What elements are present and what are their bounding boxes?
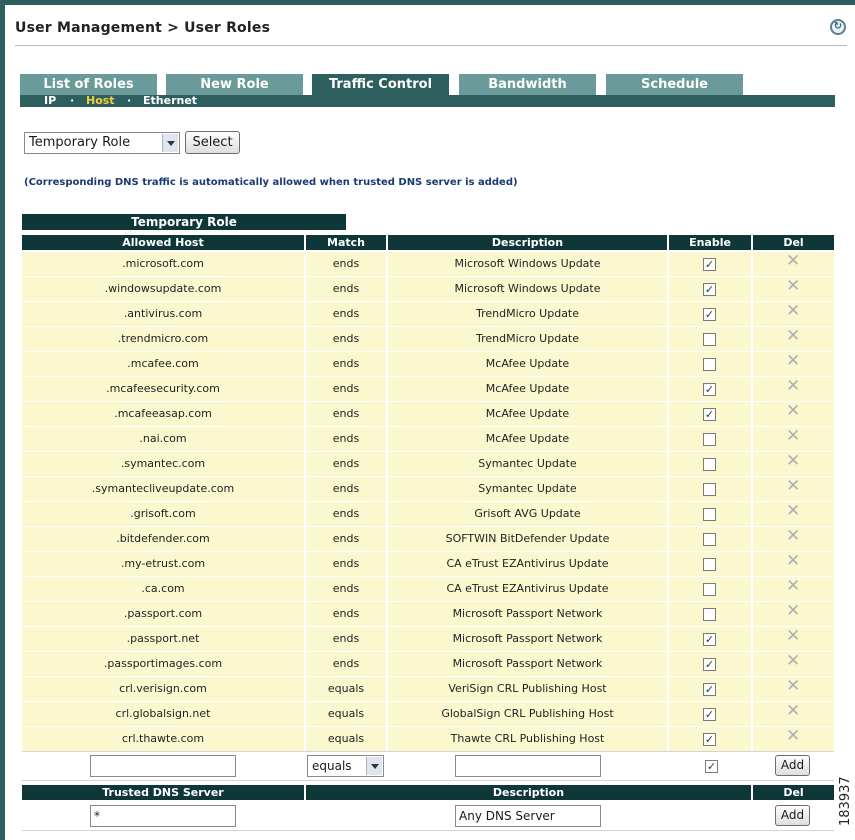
cell-allowed-host: .symantec.com	[22, 452, 304, 476]
enable-checkbox[interactable]	[703, 583, 716, 596]
table-row	[22, 702, 834, 726]
delete-icon[interactable]: ✕	[786, 626, 801, 646]
cell-description: Symantec Update	[388, 452, 667, 476]
table-row	[22, 477, 834, 501]
cell-del	[753, 627, 834, 651]
cell-description: Symantec Update	[388, 477, 667, 501]
table-row	[22, 352, 834, 376]
cell-del	[753, 352, 834, 376]
cell-enable	[669, 627, 751, 651]
enable-checkbox[interactable]: ✓	[704, 383, 715, 396]
enable-checkbox[interactable]: ✓	[704, 683, 715, 696]
cell-enable	[669, 577, 751, 601]
cell-enable	[669, 552, 751, 576]
cell-del	[753, 602, 834, 626]
enable-checkbox[interactable]	[703, 358, 716, 371]
cell-description: Microsoft Windows Update	[388, 252, 667, 276]
cell-enable	[669, 252, 751, 276]
cell-match: ends	[306, 377, 386, 401]
delete-icon[interactable]: ✕	[786, 351, 801, 371]
delete-icon[interactable]: ✕	[786, 326, 801, 346]
table-row	[22, 552, 834, 576]
section-title: Temporary Role	[22, 214, 346, 230]
enable-checkbox[interactable]	[703, 508, 716, 521]
add-dns-button[interactable]: Add	[775, 805, 810, 826]
enable-checkbox[interactable]	[703, 558, 716, 571]
delete-icon[interactable]: ✕	[786, 601, 801, 621]
cell-description: McAfee Update	[388, 377, 667, 401]
cell-enable	[669, 277, 751, 301]
table-row	[22, 527, 834, 551]
cell-description: TrendMicro Update	[388, 327, 667, 351]
delete-icon[interactable]: ✕	[786, 476, 801, 496]
table-row	[22, 577, 834, 601]
delete-icon[interactable]: ✕	[786, 276, 801, 296]
table-row	[22, 402, 834, 426]
cell-del	[753, 727, 834, 751]
col-header-allowed-host: Allowed Host	[22, 235, 304, 250]
cell-match: ends	[306, 477, 386, 501]
cell-description: Microsoft Passport Network	[388, 602, 667, 626]
cell-enable	[669, 727, 751, 751]
cell-enable	[669, 677, 751, 701]
cell-del	[753, 652, 834, 676]
cell-enable	[669, 527, 751, 551]
role-dropdown-value: Temporary Role	[29, 135, 131, 150]
cell-match: ends	[306, 502, 386, 526]
cell-enable	[669, 602, 751, 626]
subnav-host[interactable]: Host	[86, 94, 115, 107]
cell-match: ends	[306, 302, 386, 326]
sub-navigation	[20, 95, 835, 107]
subnav-ethernet[interactable]: Ethernet	[143, 94, 198, 107]
delete-icon[interactable]: ✕	[786, 526, 801, 546]
tab-schedule[interactable]: Schedule	[606, 74, 743, 95]
cell-description: Thawte CRL Publishing Host	[388, 727, 667, 751]
chevron-down-icon	[366, 757, 382, 775]
cell-enable	[669, 427, 751, 451]
cell-match: ends	[306, 252, 386, 276]
new-description-input[interactable]	[455, 755, 601, 777]
cell-del	[753, 277, 834, 301]
cell-allowed-host: .grisoft.com	[22, 502, 304, 526]
cell-enable	[669, 502, 751, 526]
cell-allowed-host: crl.globalsign.net	[22, 702, 304, 726]
cell-allowed-host: .passportimages.com	[22, 652, 304, 676]
cell-allowed-host: .microsoft.com	[22, 252, 304, 276]
cell-allowed-host: .nai.com	[22, 427, 304, 451]
figure-id: 183937	[838, 776, 853, 826]
col-header-del: Del	[753, 235, 834, 250]
cell-description: SOFTWIN BitDefender Update	[388, 527, 667, 551]
cell-allowed-host: .ca.com	[22, 577, 304, 601]
cell-del	[753, 702, 834, 726]
subnav-ip[interactable]: IP	[44, 94, 57, 107]
table-row	[22, 302, 834, 326]
cell-match: ends	[306, 427, 386, 451]
enable-checkbox[interactable]: ✓	[704, 733, 715, 746]
table-row	[22, 277, 834, 301]
delete-icon[interactable]: ✕	[786, 251, 801, 271]
cell-del	[753, 452, 834, 476]
cell-del	[753, 502, 834, 526]
cell-enable	[669, 402, 751, 426]
col-header-dns-del: Del	[753, 785, 834, 800]
cell-del	[753, 377, 834, 401]
delete-icon[interactable]: ✕	[786, 576, 801, 596]
cell-allowed-host: .windowsupdate.com	[22, 277, 304, 301]
cell-enable	[669, 702, 751, 726]
table-row	[22, 627, 834, 651]
select-role-button[interactable]: Select	[185, 131, 240, 154]
dns-note: (Corresponding DNS traffic is automatically allowed when trusted DNS server is added)	[24, 177, 518, 188]
help-icon[interactable]: ↻	[830, 19, 846, 35]
enable-checkbox[interactable]	[703, 608, 716, 621]
cell-allowed-host: .my-etrust.com	[22, 552, 304, 576]
cell-match: ends	[306, 577, 386, 601]
table-row	[22, 727, 834, 751]
cell-description: Microsoft Windows Update	[388, 277, 667, 301]
cell-enable	[669, 327, 751, 351]
cell-match: ends	[306, 352, 386, 376]
enable-checkbox[interactable]: ✓	[704, 658, 715, 671]
role-dropdown[interactable]	[24, 132, 180, 154]
cell-allowed-host: .symantecliveupdate.com	[22, 477, 304, 501]
enable-checkbox[interactable]	[703, 533, 716, 546]
cell-allowed-host: .trendmicro.com	[22, 327, 304, 351]
cell-description: McAfee Update	[388, 427, 667, 451]
table-row	[22, 327, 834, 351]
enable-checkbox[interactable]: ✓	[704, 308, 715, 321]
delete-icon[interactable]: ✕	[786, 651, 801, 671]
cell-description: GlobalSign CRL Publishing Host	[388, 702, 667, 726]
cell-match: ends	[306, 652, 386, 676]
col-header-match: Match	[306, 235, 386, 250]
delete-icon[interactable]: ✕	[786, 301, 801, 321]
cell-del	[753, 577, 834, 601]
enable-checkbox[interactable]	[703, 433, 716, 446]
cell-del	[753, 252, 834, 276]
dns-server-input[interactable]: *	[90, 805, 236, 827]
cell-del	[753, 527, 834, 551]
col-header-description: Description	[388, 235, 667, 250]
cell-allowed-host: .passport.net	[22, 627, 304, 651]
row-divider	[22, 780, 834, 781]
delete-icon[interactable]: ✕	[786, 676, 801, 696]
cell-match: ends	[306, 277, 386, 301]
cell-enable	[669, 477, 751, 501]
cell-del	[753, 427, 834, 451]
page-breadcrumb: User Management > User Roles	[15, 20, 271, 36]
cell-match: equals	[306, 727, 386, 751]
cell-del	[753, 477, 834, 501]
delete-icon[interactable]: ✕	[786, 501, 801, 521]
table-row	[22, 602, 834, 626]
cell-description: McAfee Update	[388, 402, 667, 426]
cell-description: Microsoft Passport Network	[388, 652, 667, 676]
cell-allowed-host: crl.thawte.com	[22, 727, 304, 751]
cell-allowed-host: .bitdefender.com	[22, 527, 304, 551]
cell-enable	[669, 352, 751, 376]
tab-new-role[interactable]: New Role	[166, 74, 303, 95]
cell-match: ends	[306, 327, 386, 351]
cell-enable	[669, 652, 751, 676]
cell-del	[753, 302, 834, 326]
cell-description: CA eTrust EZAntivirus Update	[388, 577, 667, 601]
cell-enable	[669, 302, 751, 326]
enable-checkbox[interactable]	[703, 483, 716, 496]
delete-icon[interactable]: ✕	[786, 726, 801, 746]
tab-bandwidth[interactable]: Bandwidth	[459, 74, 596, 95]
enable-checkbox[interactable]: ✓	[704, 708, 715, 721]
cell-enable	[669, 452, 751, 476]
chevron-down-icon	[162, 134, 178, 152]
subnav-separator: ·	[70, 94, 75, 107]
row-divider	[22, 751, 834, 752]
new-enable-checkbox[interactable]: ✓	[706, 760, 717, 773]
dns-description-input[interactable]: Any DNS Server	[455, 805, 601, 827]
cell-allowed-host: crl.verisign.com	[22, 677, 304, 701]
cell-del	[753, 552, 834, 576]
tab-list-of-roles[interactable]: List of Roles	[20, 74, 157, 95]
cell-match: ends	[306, 552, 386, 576]
add-host-button[interactable]: Add	[775, 755, 810, 776]
window-top-border	[0, 0, 855, 5]
delete-icon[interactable]: ✕	[786, 551, 801, 571]
col-header-trusted-dns: Trusted DNS Server	[22, 785, 304, 800]
cell-description: Microsoft Passport Network	[388, 627, 667, 651]
delete-icon[interactable]: ✕	[786, 401, 801, 421]
table-row	[22, 452, 834, 476]
enable-checkbox[interactable]	[703, 458, 716, 471]
cell-del	[753, 327, 834, 351]
cell-match: ends	[306, 602, 386, 626]
cell-description: McAfee Update	[388, 352, 667, 376]
new-match-value: equals	[312, 759, 352, 773]
cell-allowed-host: .mcafeesecurity.com	[22, 377, 304, 401]
cell-description: CA eTrust EZAntivirus Update	[388, 552, 667, 576]
col-header-dns-description: Description	[306, 785, 751, 800]
cell-match: ends	[306, 527, 386, 551]
cell-match: ends	[306, 452, 386, 476]
cell-description: Grisoft AVG Update	[388, 502, 667, 526]
table-row	[22, 652, 834, 676]
table-row	[22, 377, 834, 401]
enable-checkbox[interactable]: ✓	[704, 408, 715, 421]
cell-enable	[669, 377, 751, 401]
cell-description: TrendMicro Update	[388, 302, 667, 326]
cell-allowed-host: .mcafee.com	[22, 352, 304, 376]
new-match-dropdown[interactable]	[307, 755, 384, 777]
cell-allowed-host: .mcafeeasap.com	[22, 402, 304, 426]
cell-match: ends	[306, 627, 386, 651]
enable-checkbox[interactable]: ✓	[704, 633, 715, 646]
cell-match: equals	[306, 677, 386, 701]
enable-checkbox[interactable]	[703, 333, 716, 346]
enable-checkbox[interactable]: ✓	[704, 258, 715, 271]
cell-allowed-host: .passport.com	[22, 602, 304, 626]
cell-del	[753, 677, 834, 701]
delete-icon[interactable]: ✕	[786, 701, 801, 721]
table-row	[22, 677, 834, 701]
table-row	[22, 427, 834, 451]
tab-traffic-control[interactable]: Traffic Control	[312, 74, 449, 95]
cell-allowed-host: .antivirus.com	[22, 302, 304, 326]
table-row	[22, 252, 834, 276]
new-host-input[interactable]	[90, 755, 236, 777]
window-left-border	[0, 0, 5, 840]
delete-icon[interactable]: ✕	[786, 376, 801, 396]
cell-match: equals	[306, 702, 386, 726]
delete-icon[interactable]: ✕	[786, 426, 801, 446]
cell-del	[753, 402, 834, 426]
cell-match: ends	[306, 402, 386, 426]
delete-icon[interactable]: ✕	[786, 451, 801, 471]
col-header-enable: Enable	[669, 235, 751, 250]
subnav-separator: ·	[127, 94, 132, 107]
header-divider	[15, 45, 847, 46]
enable-checkbox[interactable]: ✓	[704, 283, 715, 296]
row-divider	[22, 830, 834, 831]
table-row	[22, 502, 834, 526]
cell-description: VeriSign CRL Publishing Host	[388, 677, 667, 701]
